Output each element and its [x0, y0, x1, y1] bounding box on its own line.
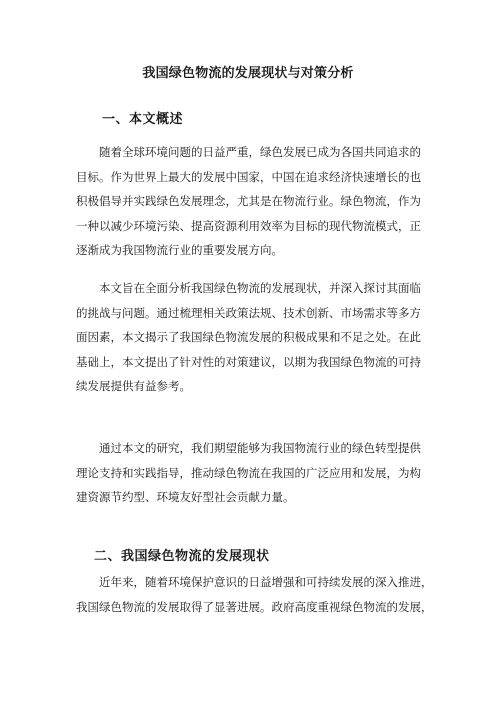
paragraph: [76, 436, 420, 510]
paragraph-line: 续发展提供有益参考。: [76, 379, 191, 394]
paragraph-line: 的挑战与问题。通过梳理相关政策法规、技术创新、市场需求等多方: [76, 305, 421, 320]
paragraph-line: 理论支持和实践指导，推动绿色物流在我国的广泛应用和发展，为构: [76, 465, 421, 480]
paragraph-line: 目标。作为世界上最大的发展中国家，中国在追求经济快速增长的也: [76, 169, 421, 184]
section-heading-current-status: 二、我国绿色物流的发展现状: [94, 549, 270, 564]
paragraph-line: 随着全球环境问题的日益严重，绿色发展已成为各国共同追求的: [99, 145, 421, 159]
paragraph-line: 建资源节约型、环境友好型社会贡献力量。: [76, 490, 295, 505]
paragraph-line: 通过本文的研究，我们期望能够为我国物流行业的绿色转型提供: [99, 441, 421, 455]
paragraph-line: 面因素，本文揭示了我国绿色物流发展的积极成果和不足之处。在此: [76, 330, 421, 345]
paragraph-line: 逐渐成为我国物流行业的重要发展方向。: [76, 243, 283, 258]
paragraph: [76, 276, 420, 399]
paragraph-line: 近年来，随着环境保护意识的日益增强和可持续发展的深入推进，: [99, 575, 433, 589]
paragraph: [76, 140, 420, 263]
paragraph: [76, 570, 433, 619]
paragraph-line: 基础上，本文提出了针对性的对策建议，以期为我国绿色物流的可持: [76, 354, 421, 369]
document-title: 我国绿色物流的发展现状与对策分析: [142, 66, 354, 81]
section-heading-overview: 一、本文概述: [102, 112, 184, 127]
paragraph-line: 我国绿色物流的发展取得了显著进展。政府高度重视绿色物流的发展，: [76, 599, 433, 614]
paragraph-line: 本文旨在全面分析我国绿色物流的发展现状，并深入探讨其面临: [99, 281, 421, 295]
paragraph-line: 积极倡导并实践绿色发展理念，尤其是在物流行业。绿色物流，作为: [76, 194, 421, 209]
paragraph-line: 一种以减少环境污染、提高资源利用效率为目标的现代物流模式，正: [76, 218, 421, 233]
